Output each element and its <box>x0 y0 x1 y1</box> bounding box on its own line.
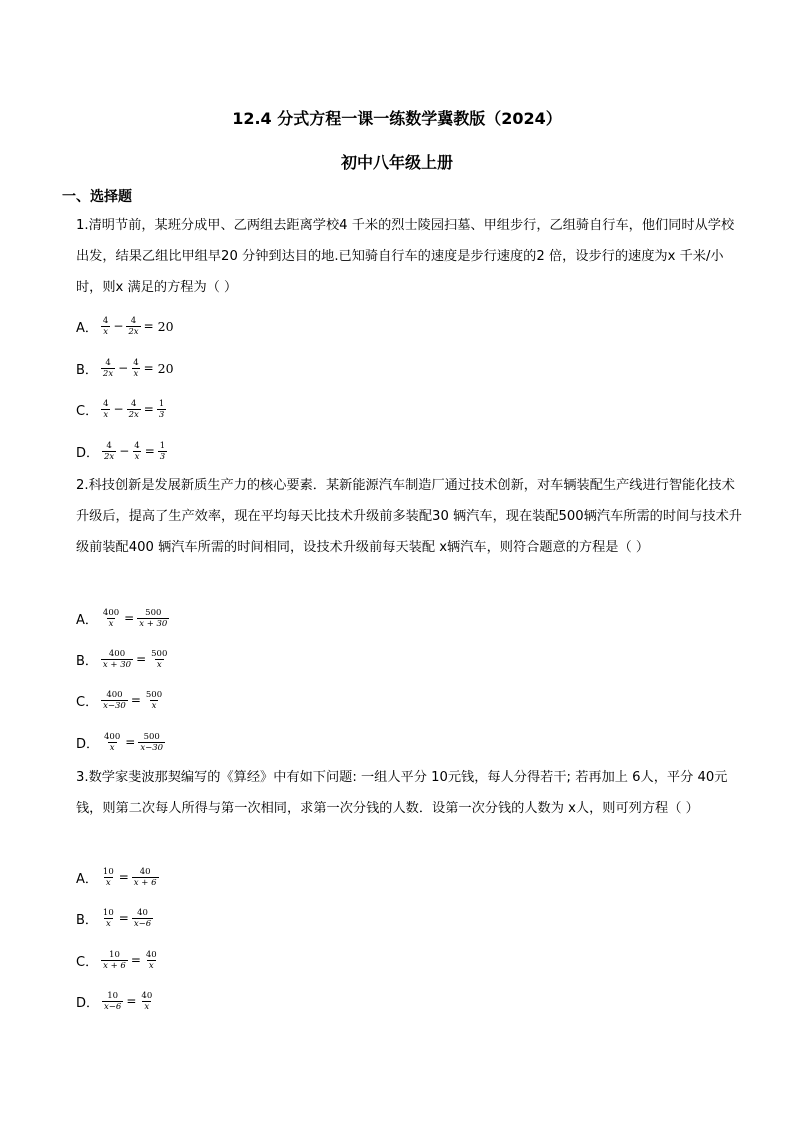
question-1-option-d[interactable] <box>76 436 168 466</box>
question-3-option-d[interactable] <box>76 986 155 1016</box>
question-2-option-a[interactable] <box>76 603 170 633</box>
fraction: $\frac{4}{2x}$ <box>128 315 139 337</box>
equation: $\frac{4}{x}$ − $\frac{4}{2x}$ = $\frac{1}{3}$ <box>103 398 165 420</box>
fraction: $\frac{4}{2x}$ <box>128 398 139 420</box>
fraction: $\frac{10}{x-6}$ <box>104 990 122 1012</box>
fraction: $\frac{4}{x}$ <box>133 357 139 379</box>
question-1-option-a[interactable] <box>76 311 174 341</box>
option-label: B． <box>76 653 98 669</box>
fraction: $\frac{4}{x}$ <box>103 398 109 420</box>
fraction: $\frac{400}{x-30}$ <box>103 689 126 711</box>
fraction: $\frac{400}{x + 30}$ <box>102 648 132 670</box>
option-label: C． <box>76 694 99 710</box>
fraction: $\frac{1}{3}$ <box>158 398 165 420</box>
option-label: C． <box>76 954 99 970</box>
option-label: A． <box>76 320 98 336</box>
fraction: $\frac{500}{x}$ <box>151 648 168 670</box>
option-label: D． <box>76 736 100 752</box>
option-label: B． <box>76 912 98 928</box>
question-3-option-a[interactable] <box>76 862 160 892</box>
fraction: $\frac{10}{x + 6}$ <box>103 949 126 971</box>
document-subtitle: 初中八年级上册 <box>340 153 453 172</box>
fraction: $\frac{40}{x}$ <box>145 949 157 971</box>
fraction: $\frac{10}{x}$ <box>102 866 114 888</box>
equation: $\frac{400}{x}$ = $\frac{500}{x-30}$ <box>104 731 164 753</box>
question-3-option-c[interactable] <box>76 945 160 975</box>
question-1-option-b[interactable] <box>76 353 174 383</box>
option-label: A． <box>76 871 98 887</box>
fraction: $\frac{40}{x + 6}$ <box>133 866 157 888</box>
equation: $\frac{400}{x-30}$ = $\frac{500}{x}$ <box>103 689 163 711</box>
fraction: $\frac{1}{3}$ <box>159 440 166 462</box>
option-label: C． <box>76 403 99 419</box>
document-title: 12.4 分式方程一课一练数学冀教版（2024） <box>232 109 562 128</box>
equation: $\frac{4}{2x}$ − $\frac{4}{x}$ = $\frac{1}{3}$ <box>104 440 166 462</box>
equation: $\frac{400}{x}$ = $\frac{500}{x + 30}$ <box>102 607 168 629</box>
equation: $\frac{10}{x-6}$ = $\frac{40}{x}$ <box>104 990 153 1012</box>
question-2-text: 2.科技创新是发展新质生产力的核心要素．某新能源汽车制造厂通过技术创新，对车辆装配生产线进行智能化技术升级后，提高了生产效率，现在平均每天比技术升级前多装配30 辆汽车，现在装配500辆汽车所需的时间与技术升级前装配400 辆汽车所需的时间相同，设技术升级前每天装配 x辆汽车，则符合题意的方程是（ ） <box>76 478 742 555</box>
option-label: D． <box>76 995 100 1011</box>
fraction: $\frac{4}{x}$ <box>102 315 109 337</box>
option-label: A． <box>76 612 98 628</box>
equation: $\frac{10}{x}$ = $\frac{40}{x + 6}$ <box>102 866 157 888</box>
equation: $\frac{4}{2x}$ − $\frac{4}{x}$ = 20 <box>102 357 174 379</box>
option-label: B． <box>76 362 98 378</box>
fraction: $\frac{500}{x + 30}$ <box>139 607 168 629</box>
question-3-text: 3.数学家斐波那契编写的《算经》中有如下问题: 一组人平分 10元钱，每人分得若干; 若再加上 6人，平分 40元钱，则第二次每人所得与第一次相同，求第一次分钱的人数．设第一次分钱的人数为 x人，则可列方程（ ） <box>76 770 728 816</box>
fraction: $\frac{500}{x}$ <box>145 689 163 711</box>
question-2-option-b[interactable] <box>76 644 170 674</box>
question-2-option-c[interactable] <box>76 685 165 715</box>
question-1-text: 1.清明节前，某班分成甲、乙两组去距离学校4 千米的烈士陵园扫墓、甲组步行，乙组骑自行车，他们同时从学校出发，结果乙组比甲组早20 分钟到达目的地.已知骑自行车的速度是步行速度的2 倍，设步行的速度为x 千米/小时，则x 满足的方程为（ ） <box>76 218 735 295</box>
equation: $\frac{400}{x + 30}$ = $\frac{500}{x}$ <box>102 648 168 670</box>
fraction: $\frac{4}{x}$ <box>134 440 140 462</box>
fraction: $\frac{400}{x}$ <box>102 607 120 629</box>
section-heading: 一、选择题 <box>62 189 132 205</box>
option-label: D． <box>76 445 100 461</box>
question-3-option-b[interactable] <box>76 903 154 933</box>
fraction: $\frac{500}{x-30}$ <box>140 731 164 753</box>
fraction: $\frac{10}{x}$ <box>102 907 114 929</box>
question-1-option-c[interactable] <box>76 394 167 424</box>
equation: $\frac{10}{x + 6}$ = $\frac{40}{x}$ <box>103 949 157 971</box>
fraction: $\frac{40}{x}$ <box>141 990 153 1012</box>
fraction: $\frac{4}{2x}$ <box>102 357 114 379</box>
fraction: $\frac{4}{2x}$ <box>104 440 115 462</box>
fraction: $\frac{40}{x-6}$ <box>133 907 152 929</box>
equation: $\frac{10}{x}$ = $\frac{40}{x-6}$ <box>102 907 152 929</box>
fraction: $\frac{400}{x}$ <box>104 731 121 753</box>
equation: $\frac{4}{x}$ − $\frac{4}{2x}$ = 20 <box>102 315 174 337</box>
question-2-option-d[interactable] <box>76 727 166 757</box>
